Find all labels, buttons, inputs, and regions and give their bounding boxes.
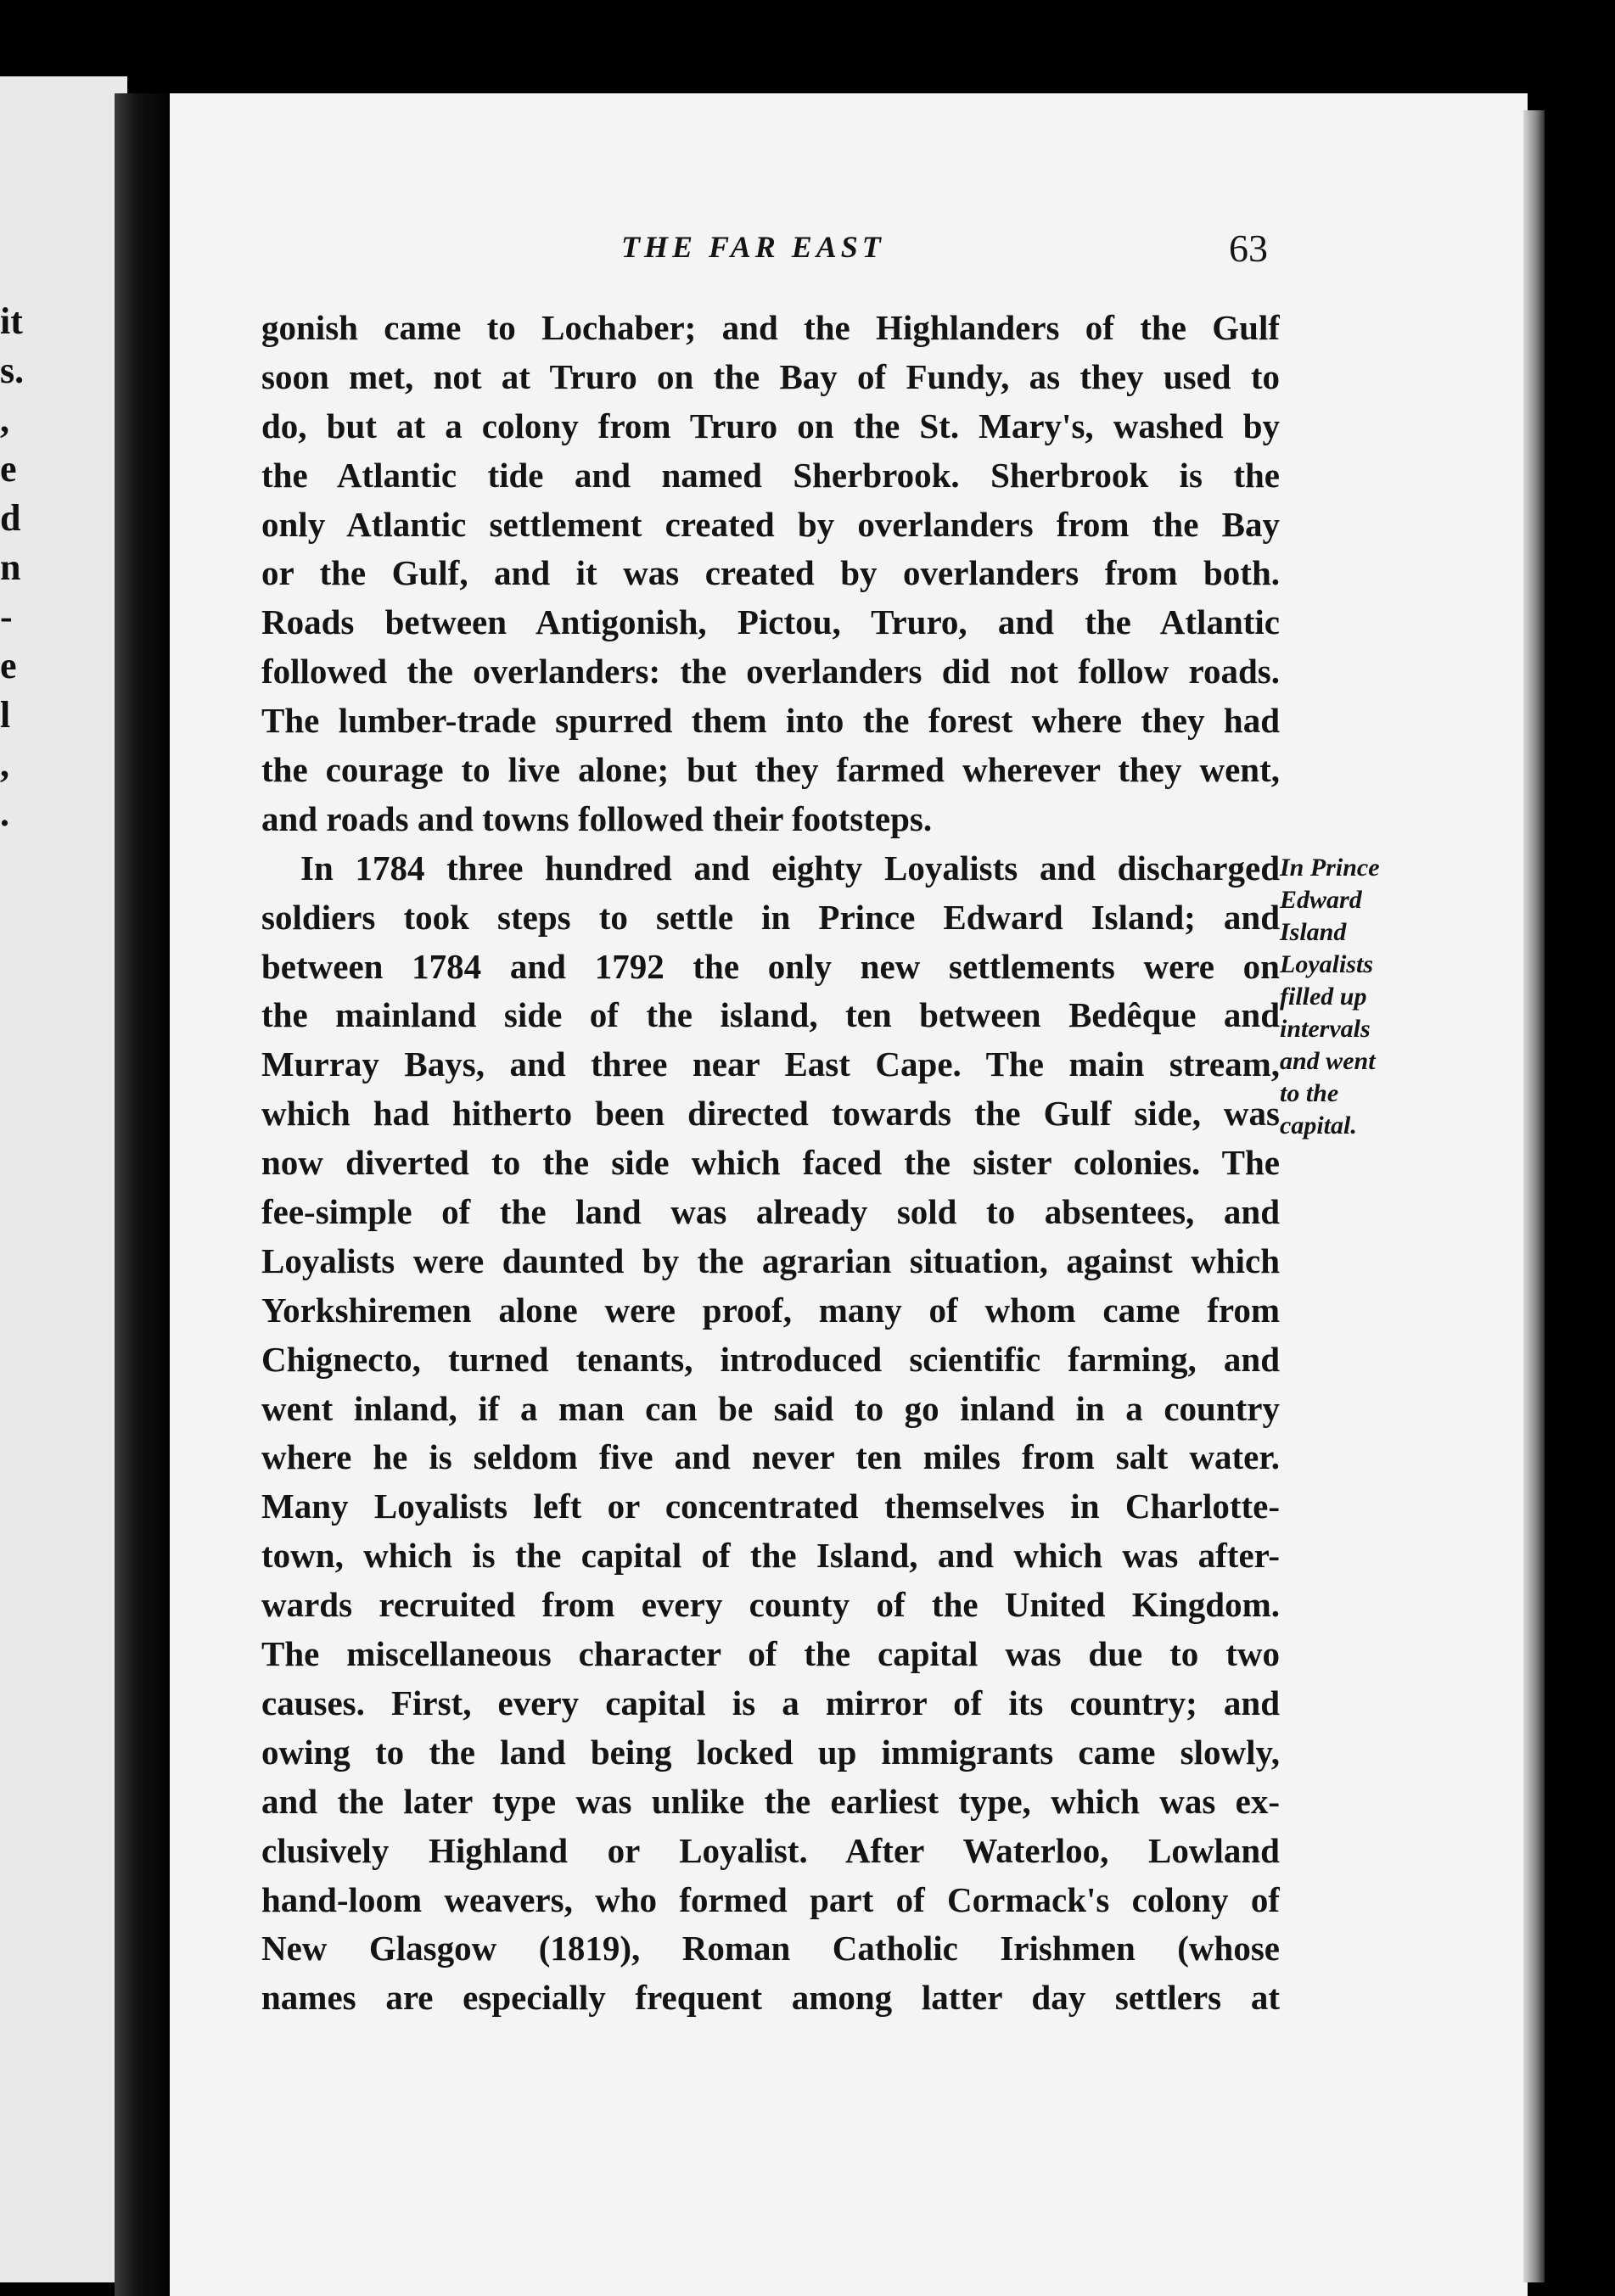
running-head: THE FAR EAST: [621, 230, 885, 264]
text-line: the mainland side of the island, ten between Bedêque and: [261, 995, 1280, 1035]
text-line: Roads between Antigonish, Pictou, Truro, and the Atlantic: [261, 602, 1280, 642]
left-fragment: l: [0, 694, 11, 736]
book-gutter: [115, 93, 174, 2296]
marginal-note-line: Island: [1280, 918, 1347, 946]
text-line: hand-loom weavers, who formed part of Cormack's colony of: [261, 1879, 1280, 1919]
text-line: town, which is the capital of the Island, and which was after-: [261, 1536, 1280, 1576]
text-line: now diverted to the side which faced the sister colonies. The: [261, 1143, 1280, 1183]
text-line: followed the overlanders: the overlanders did not follow roads.: [261, 652, 1280, 692]
text-line: and the later type was unlike the earliest type, which was ex-: [261, 1781, 1280, 1821]
marginal-note-line: filled up: [1280, 983, 1367, 1011]
left-fragment: e: [0, 645, 17, 686]
left-fragment: ,: [0, 399, 9, 440]
marginal-note-line: to the: [1280, 1079, 1339, 1107]
text-line: Chignecto, turned tenants, introduced scientific farming, and: [261, 1339, 1280, 1379]
text-line: Murray Bays, and three near East Cape. The main stream,: [261, 1044, 1280, 1084]
text-line: wards recruited from every county of the United Kingdom.: [261, 1585, 1280, 1625]
left-fragment: n: [0, 546, 21, 588]
marginal-note-line: and went: [1280, 1047, 1376, 1075]
page-header: [170, 222, 1528, 273]
text-line: Many Loyalists left or concentrated themselves in Charlotte-: [261, 1487, 1280, 1526]
marginal-note-line: In Prince: [1280, 854, 1380, 882]
text-line: The lumber-trade spurred them into the forest where they had: [261, 701, 1280, 741]
text-line: do, but at a colony from Truro on the St. Mary's, washed by: [261, 406, 1280, 445]
text-line: only Atlantic settlement created by overlanders from the Bay: [261, 504, 1280, 544]
text-line: the Atlantic tide and named Sherbrook. Sherbrook is the: [261, 455, 1280, 495]
text-line: where he is seldom five and never ten miles from salt water.: [261, 1437, 1280, 1477]
left-fragment: .: [0, 792, 9, 834]
marginal-note-line: Edward: [1280, 886, 1362, 914]
text-line: Yorkshiremen alone were proof, many of whom came from: [261, 1290, 1280, 1330]
scan-border: [1545, 0, 1615, 2296]
left-fragment: s.: [0, 350, 25, 391]
text-line: which had hitherto been directed towards the Gulf side, was: [261, 1094, 1280, 1134]
left-fragment: it: [0, 300, 23, 342]
text-line: causes. First, every capital is a mirror of its country; and: [261, 1683, 1280, 1722]
left-fragment: -: [0, 596, 13, 637]
left-fragment: e: [0, 448, 17, 490]
marginal-note-line: Loyalists: [1280, 950, 1373, 978]
text-line: In 1784 three hundred and eighty Loyalists and discharged: [300, 848, 1280, 888]
text-line: gonish came to Lochaber; and the Highlanders of the Gulf: [261, 308, 1280, 347]
left-fragment: ,: [0, 743, 9, 785]
text-line: and roads and towns followed their footsteps.: [261, 798, 933, 838]
text-line: fee-simple of the land was already sold to absentees, and: [261, 1192, 1280, 1232]
text-line: Loyalists were daunted by the agrarian situation, against which: [261, 1240, 1280, 1280]
text-line: went inland, if a man can be said to go inland in a country: [261, 1388, 1280, 1428]
text-line: soon met, not at Truro on the Bay of Fundy, as they used to: [261, 356, 1280, 396]
page-number: 63: [1229, 227, 1268, 270]
text-line: names are especially frequent among latter day settlers at: [261, 1978, 1280, 2018]
text-line: the courage to live alone; but they farmed wherever they went,: [261, 750, 1280, 790]
text-line: clusively Highland or Loyalist. After Waterloo, Lowland: [261, 1830, 1280, 1870]
text-line: between 1784 and 1792 the only new settlements were on: [261, 946, 1280, 986]
body-text: [261, 304, 1280, 2023]
text-line: New Glasgow (1819), Roman Catholic Irishmen (whose: [261, 1929, 1280, 1968]
text-line: owing to the land being locked up immigrants came slowly,: [261, 1732, 1280, 1772]
left-fragment: d: [0, 497, 21, 539]
text-line: or the Gulf, and it was created by overlanders from both.: [261, 553, 1280, 593]
left-page-text-fragments: [0, 297, 34, 838]
text-line: The miscellaneous character of the capital was due to two: [261, 1634, 1280, 1674]
text-line: soldiers took steps to settle in Prince Edward Island; and: [261, 897, 1280, 937]
marginal-note: [1280, 852, 1433, 1142]
page-edge: [1523, 110, 1545, 2282]
marginal-note-line: intervals: [1280, 1015, 1371, 1043]
marginal-note-line: capital.: [1280, 1112, 1357, 1140]
